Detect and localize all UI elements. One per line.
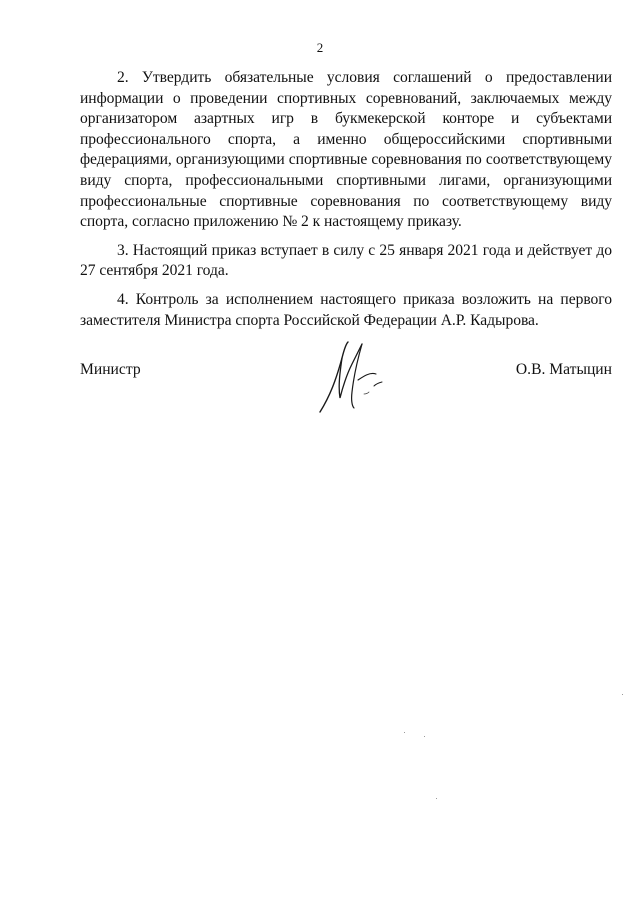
scan-speck <box>404 732 405 733</box>
page-number: 2 <box>316 40 324 55</box>
paragraph-item-3: 3. Настоящий приказ вступает в силу с 25 января 2021 года и действует до 27 сентября 2021 года. <box>80 241 612 280</box>
scan-speck <box>424 736 425 737</box>
scan-speck <box>436 798 437 799</box>
signatory-title: Министр <box>80 361 141 378</box>
paragraph-item-2: 2. Утвердить обязательные условия соглашений о предоставлении информации о проведении спортивных соревнований, заключаемых между организатором азартных игр в букмекерской конторе и субъектами профессионального спорта, а именно общероссийскими спортивными федерациями, организующими спортивные соревнования по соответствующему виду спорта, профессиональными спортивными лигами, организующими профессиональные спортивные соревнования по соответствующему виду спорта, согласно приложению № 2 к настоящему приказу. <box>80 69 612 231</box>
scan-speck <box>622 694 623 695</box>
paragraph-item-4: 4. Контроль за исполнением настоящего приказа возложить на первого заместителя Министра спорта Российской Федерации А.Р. Кадырова. <box>80 290 612 329</box>
document-body <box>80 68 612 339</box>
handwritten-signature <box>312 336 392 416</box>
signatory-name: О.В. Матыцин <box>515 361 612 378</box>
